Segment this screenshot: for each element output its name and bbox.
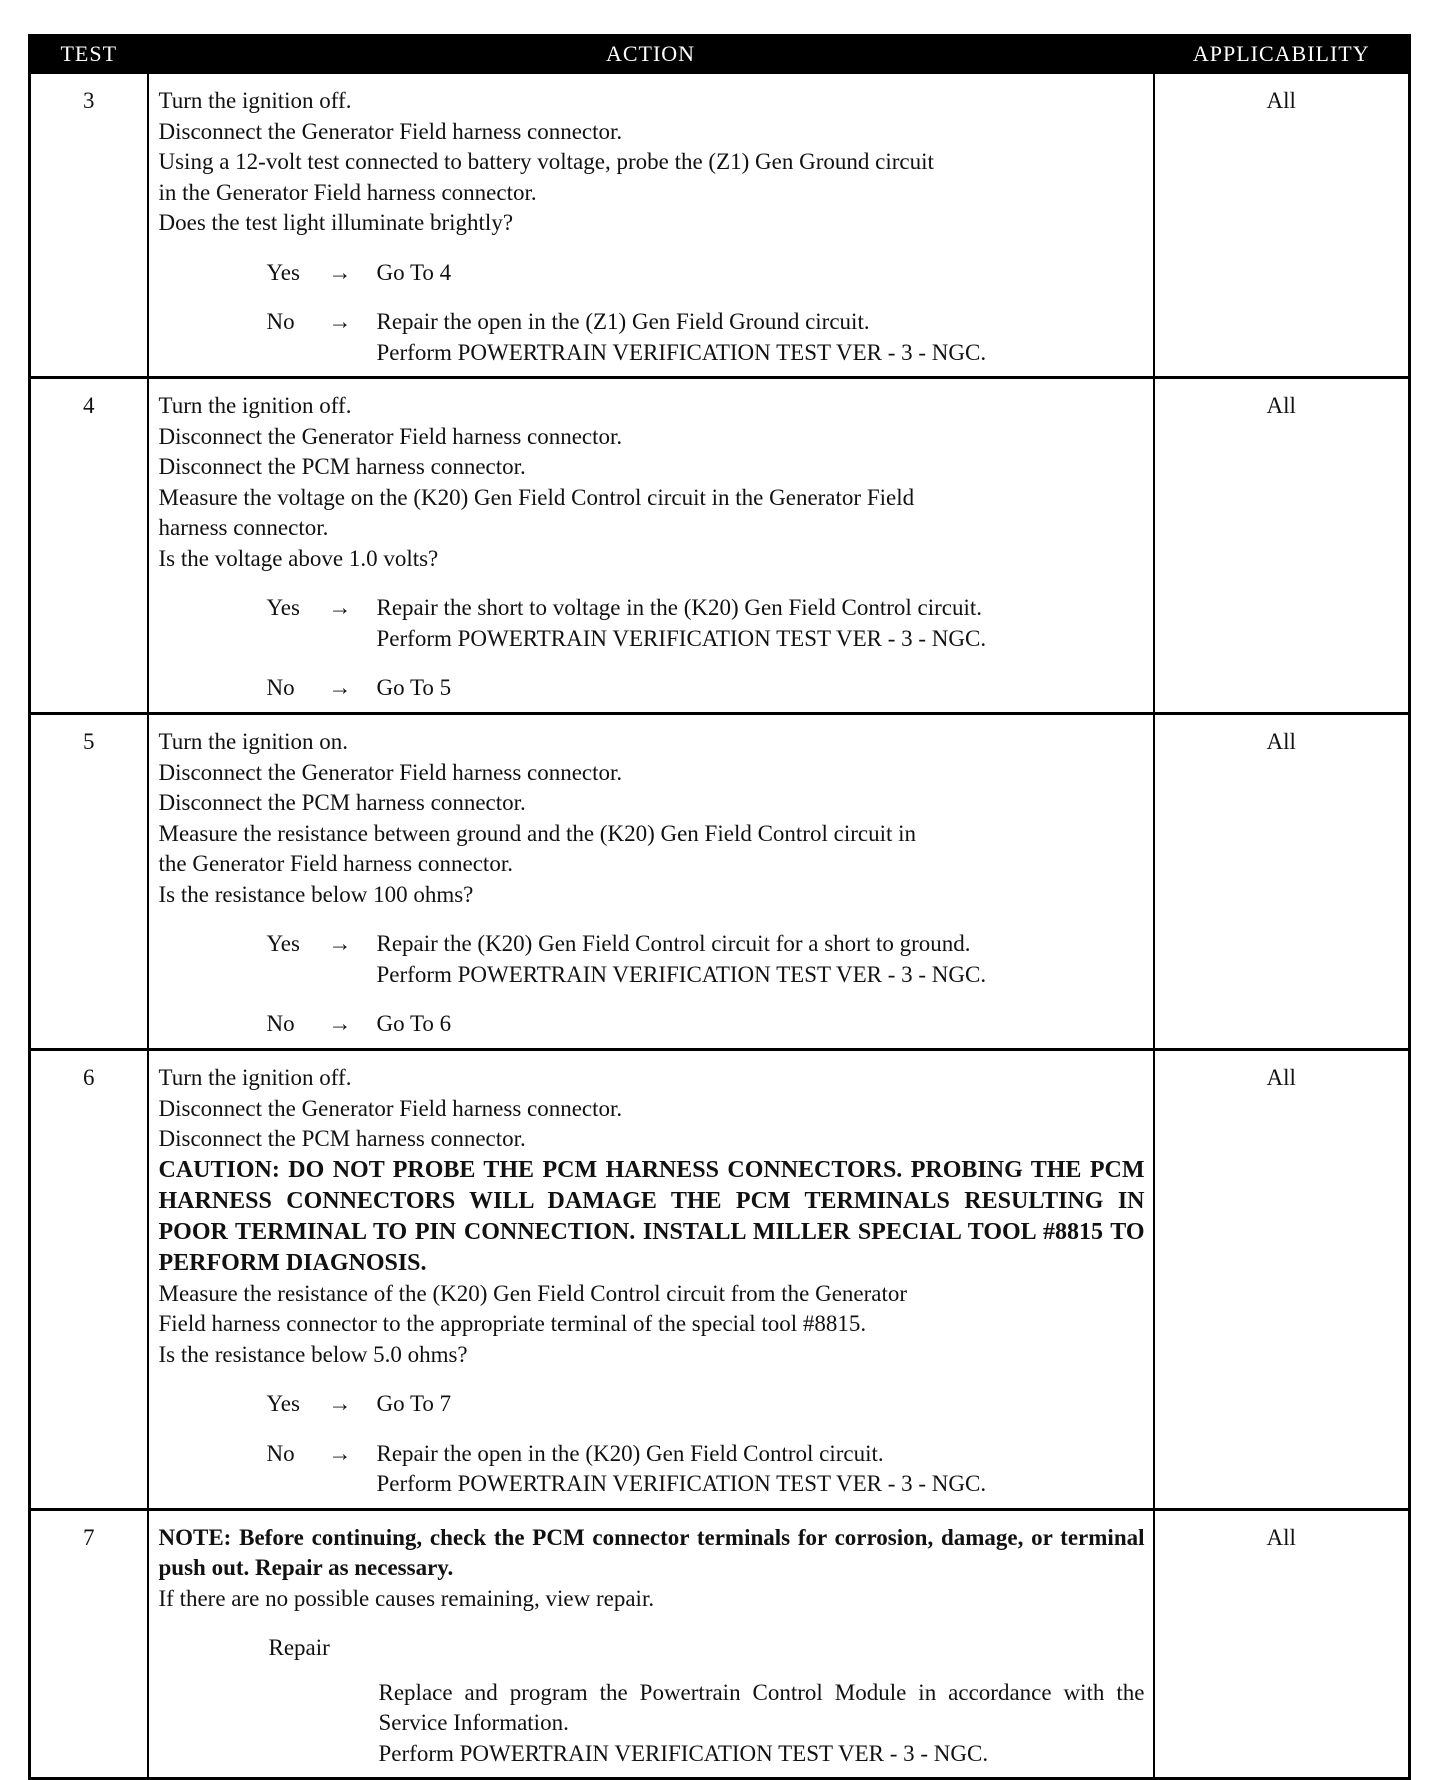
yes-label: Yes (266, 931, 300, 956)
test-number: 3 (30, 73, 148, 378)
arrow-right-icon: → (328, 259, 352, 285)
no-label: No (266, 675, 295, 700)
step-text: Measure the resistance of the (K20) Gen Field Control circuit from the Generator (158, 1280, 908, 1306)
applicability-value: All (1154, 714, 1410, 1050)
step-text: Turn the ignition off. (158, 88, 352, 113)
step-text: Does the test light illuminate brightly? (158, 210, 514, 235)
branch-result: Perform POWERTRAIN VERIFICATION TEST VER - 3 - NGC. (376, 961, 987, 987)
step-text: harness connector. (158, 515, 329, 540)
branch-result: Perform POWERTRAIN VERIFICATION TEST VER - 3 - NGC. (376, 625, 987, 651)
repair-block (159, 1678, 1145, 1770)
step-text: the Generator Field harness connector. (158, 851, 513, 876)
test-number: 6 (30, 1050, 148, 1510)
header-action: ACTION (148, 36, 1154, 73)
no-label: No (266, 1011, 295, 1036)
yes-branch (159, 593, 1145, 654)
arrow-right-icon: → (328, 309, 352, 334)
step-text: Turn the ignition off. (158, 393, 352, 418)
caution-text: CAUTION: DO NOT PROBE THE PCM HARNESS CONNECTORS. PROBING THE PCM HARNESS CONNECTORS WILL DAMAGE THE PCM TERMINALS RESULTING IN POOR TERMINAL TO PIN CONNECTION. INSTALL MILLER SPECIAL TOOL #8815 TO PERFORM DIAGNOSIS. (158, 1156, 1145, 1276)
step-text: Is the voltage above 1.0 volts? (158, 545, 439, 571)
applicability-value: All (1154, 378, 1410, 714)
branch-result: Perform POWERTRAIN VERIFICATION TEST VER - 3 - NGC. (376, 339, 987, 365)
yes-label: Yes (266, 1391, 300, 1416)
step-text: Disconnect the Generator Field harness connector. (158, 118, 623, 144)
branch-result: Go To 5 (376, 675, 452, 700)
diagnostic-test-table-page (28, 34, 1408, 1780)
yes-branch (159, 1389, 1145, 1420)
step-text: Disconnect the PCM harness connector. (158, 790, 526, 815)
branch-result: Repair the open in the (Z1) Gen Field Ground circuit. (376, 309, 870, 334)
action-cell (148, 714, 1154, 1050)
branch-result: Perform POWERTRAIN VERIFICATION TEST VER - 3 - NGC. (376, 1471, 987, 1496)
yes-branch (159, 258, 1145, 289)
test-number: 4 (30, 378, 148, 714)
no-branch (159, 307, 1145, 368)
yes-label: Yes (266, 259, 300, 285)
branch-result: Go To 7 (376, 1391, 452, 1416)
table-row-test-4 (30, 378, 1410, 714)
table-row-test-3 (30, 73, 1410, 378)
arrow-right-icon: → (328, 1391, 352, 1416)
no-branch (159, 673, 1145, 704)
step-text: Disconnect the Generator Field harness connector. (158, 759, 623, 785)
no-branch (159, 1009, 1145, 1040)
step-text: If there are no possible causes remaining, view repair. (158, 1585, 655, 1611)
applicability-value: All (1154, 1509, 1410, 1779)
step-text: in the Generator Field harness connector. (158, 179, 537, 205)
arrow-right-icon: → (328, 931, 352, 956)
test-number: 7 (30, 1509, 148, 1779)
branch-result: Go To 6 (376, 1011, 452, 1036)
applicability-value: All (1154, 1050, 1410, 1510)
step-text: Is the resistance below 100 ohms? (158, 881, 474, 907)
step-text: Measure the resistance between ground and the (K20) Gen Field Control circuit in (158, 820, 916, 846)
branch-result: Repair the short to voltage in the (K20) Gen Field Control circuit. (376, 595, 983, 620)
yes-label: Yes (266, 595, 300, 620)
no-branch (159, 1439, 1145, 1500)
header-applicability: APPLICABILITY (1154, 36, 1410, 73)
no-label: No (266, 1440, 295, 1466)
step-text: Turn the ignition on. (158, 729, 349, 754)
yes-branch (159, 929, 1145, 990)
arrow-right-icon: → (328, 1440, 352, 1466)
step-text: Turn the ignition off. (158, 1065, 352, 1090)
step-text: Disconnect the Generator Field harness connector. (158, 423, 623, 449)
table-row-test-6 (30, 1050, 1410, 1510)
note-text: NOTE: Before continuing, check the PCM connector terminals for corrosion, damage, or terminal push out. Repair as necessary. (158, 1524, 1145, 1580)
test-number: 5 (30, 714, 148, 1050)
arrow-right-icon: → (328, 675, 352, 700)
table-row-test-5 (30, 714, 1410, 1050)
table-header-row (30, 36, 1410, 73)
action-cell (148, 378, 1154, 714)
arrow-right-icon: → (328, 1011, 352, 1036)
branch-result: Repair the (K20) Gen Field Control circuit for a short to ground. (376, 931, 971, 956)
step-text: Field harness connector to the appropriate terminal of the special tool #8815. (158, 1311, 867, 1336)
repair-label: Repair (268, 1635, 330, 1660)
header-test: TEST (30, 36, 148, 73)
branch-result: Repair the open in the (K20) Gen Field Control circuit. (376, 1440, 884, 1466)
step-text: Is the resistance below 5.0 ohms? (158, 1341, 468, 1367)
action-cell (148, 73, 1154, 378)
step-text: Disconnect the PCM harness connector. (158, 1126, 526, 1151)
repair-perform-text: Perform POWERTRAIN VERIFICATION TEST VER - 3 - NGC. (378, 1740, 989, 1766)
step-text: Measure the voltage on the (K20) Gen Field Control circuit in the Generator Field (158, 484, 915, 510)
step-text: Disconnect the PCM harness connector. (158, 454, 526, 479)
applicability-value: All (1154, 73, 1410, 378)
table-row-test-7 (30, 1509, 1410, 1779)
branch-result: Go To 4 (376, 259, 452, 285)
step-text: Disconnect the Generator Field harness connector. (158, 1095, 623, 1121)
action-cell (148, 1509, 1154, 1779)
action-cell (148, 1050, 1154, 1510)
diagnostic-test-table (28, 34, 1411, 1780)
arrow-right-icon: → (328, 595, 352, 620)
no-label: No (266, 309, 295, 334)
repair-text: Replace and program the Powertrain Control Module in accordance with the Service Information. (378, 1679, 1145, 1735)
step-text: Using a 12-volt test connected to battery voltage, probe the (Z1) Gen Ground circuit (158, 149, 934, 174)
